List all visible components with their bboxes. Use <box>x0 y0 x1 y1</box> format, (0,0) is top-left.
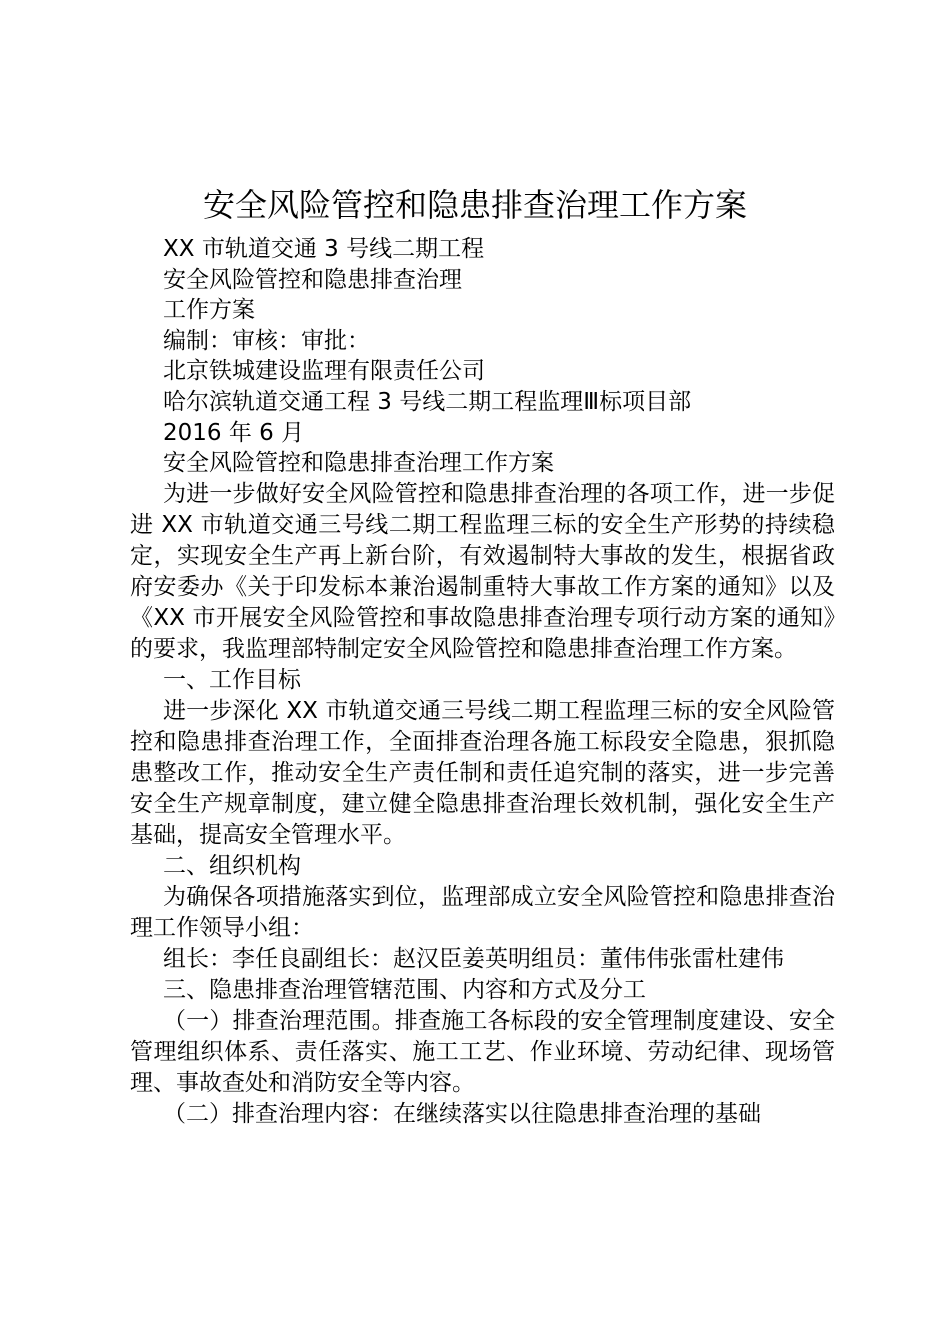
cover-line-date: 2016 年 6 月 <box>163 419 305 446</box>
cover-line-signoff: 编制：审核：审批： <box>163 327 370 354</box>
body-paragraph-organization: 为确保各项措施落实到位，监理部成立安全风险管控和隐患排查治理工作领导小组： <box>130 884 835 941</box>
body-paragraph-scope-2: （二）排查治理内容：在继续落实以往隐患排查治理的基础 <box>163 1101 761 1127</box>
body-paragraph-goals: 进一步深化 XX 市轨道交通三号线二期工程监理三标的安全风险管控和隐患排查治理工作，全面排查治理各施工标段安全隐患，狠抓隐患整改工作，推动安全生产责任制和责任追究制的落实，进一步完善安全生产规章制度，建立健全隐患排查治理长效机制，强化安全生产基础，提高安全管理水平。 <box>130 698 835 848</box>
document-title: 安全风险管控和隐患排查治理工作方案 <box>202 186 747 224</box>
body-heading-title: 安全风险管控和隐患排查治理工作方案 <box>163 450 554 476</box>
cover-block <box>163 234 863 448</box>
cover-line-company: 北京铁城建设监理有限责任公司 <box>163 358 485 385</box>
section-heading-scope: 三、隐患排查治理管辖范围、内容和方式及分工 <box>163 977 646 1003</box>
document-body <box>130 448 835 1130</box>
section-heading-organization: 二、组织机构 <box>163 853 301 879</box>
body-paragraph-members: 组长：李任良副组长：赵汉臣姜英明组员：董伟伟张雷杜建伟 <box>163 946 784 972</box>
body-paragraph-intro: 为进一步做好安全风险管控和隐患排查治理的各项工作，进一步促进 XX 市轨道交通三号线二期工程监理三标的安全生产形势的持续稳定，实现安全生产再上新台阶，有效遏制特大事故的发生，根据省政府安委办《关于印发标本兼治遏制重特大事故工作方案的通知》以及《XX 市开展安全风险管控和事故隐患排查治理专项行动方案的通知》的要求，我监理部特制定安全风险管控和隐患排查治理工作方案。 <box>130 481 835 662</box>
cover-line-doc-type: 工作方案 <box>163 297 255 324</box>
cover-line-subject: 安全风险管控和隐患排查治理 <box>163 266 462 293</box>
cover-line-department: 哈尔滨轨道交通工程 3 号线二期工程监理Ⅲ标项目部 <box>163 388 692 415</box>
section-heading-goals: 一、工作目标 <box>163 667 301 693</box>
body-paragraph-scope-1: （一）排查治理范围。排查施工各标段的安全管理制度建设、安全管理组织体系、责任落实、施工工艺、作业环境、劳动纪律、现场管理、事故查处和消防安全等内容。 <box>130 1008 835 1096</box>
cover-line-project: XX 市轨道交通 3 号线二期工程 <box>163 236 485 262</box>
